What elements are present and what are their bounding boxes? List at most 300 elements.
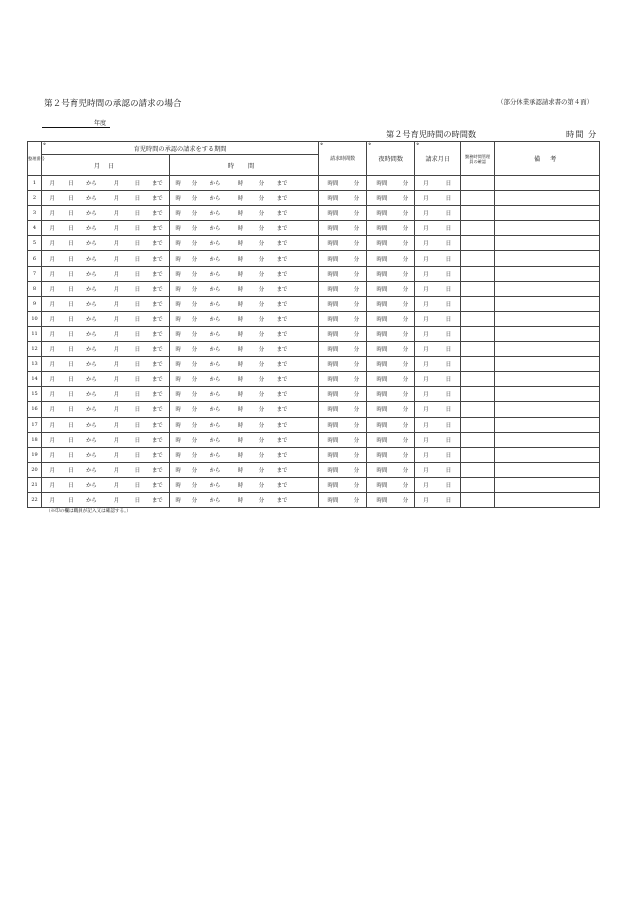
table-row [28, 221, 600, 236]
cell-month: 月 [42, 281, 63, 296]
cell-day: 日 [437, 251, 461, 266]
cell-from: から [203, 402, 228, 417]
cell-minute: 分 [397, 372, 415, 387]
cell-hours: 時間 [319, 221, 347, 236]
empty-cell [295, 176, 319, 191]
cell-minute: 分 [397, 326, 415, 341]
empty-cell [461, 326, 495, 341]
cell-until: まで [146, 342, 170, 357]
empty-cell [461, 417, 495, 432]
cell-hours: 時間 [319, 296, 347, 311]
cell-from: から [203, 221, 228, 236]
cell-day: 日 [130, 447, 146, 462]
cell-hours: 時間 [367, 296, 397, 311]
cell-minute: 分 [347, 417, 367, 432]
empty-cell [295, 492, 319, 507]
empty-cell [495, 402, 600, 417]
cell-hour: 時 [170, 357, 187, 372]
cell-from: から [203, 176, 228, 191]
cell-minute: 分 [254, 462, 270, 477]
cell-hour: 時 [170, 387, 187, 402]
cell-hour: 時 [228, 221, 254, 236]
cell-until: まで [270, 311, 295, 326]
cell-month: 月 [415, 251, 437, 266]
row-number: 10 [28, 311, 42, 326]
cell-minute: 分 [187, 387, 203, 402]
cell-day: 日 [63, 462, 80, 477]
cell-minute: 分 [397, 402, 415, 417]
cell-month: 月 [104, 357, 130, 372]
cell-day: 日 [437, 357, 461, 372]
cell-from: から [203, 432, 228, 447]
cell-month: 月 [104, 311, 130, 326]
empty-cell [461, 432, 495, 447]
table-row [28, 342, 600, 357]
row-number: 16 [28, 402, 42, 417]
cell-minute: 分 [187, 311, 203, 326]
cell-day: 日 [63, 296, 80, 311]
cell-minute: 分 [397, 417, 415, 432]
empty-cell [495, 462, 600, 477]
empty-cell [295, 191, 319, 206]
cell-hours: 時間 [319, 251, 347, 266]
cell-minute: 分 [347, 447, 367, 462]
cell-hour: 時 [170, 462, 187, 477]
total-hours-label: 第２号育児時間の時間数 [386, 129, 477, 139]
cell-hours: 時間 [319, 191, 347, 206]
header-night-hours: ※ 夜時間数 [367, 142, 415, 176]
cell-month: 月 [42, 477, 63, 492]
cell-month: 月 [104, 281, 130, 296]
cell-minute: 分 [397, 447, 415, 462]
cell-minute: 分 [187, 296, 203, 311]
cell-hours: 時間 [367, 387, 397, 402]
empty-cell [461, 372, 495, 387]
cell-minute: 分 [347, 206, 367, 221]
table-row [28, 266, 600, 281]
cell-minute: 分 [347, 477, 367, 492]
cell-minute: 分 [254, 492, 270, 507]
cell-hours: 時間 [319, 492, 347, 507]
cell-minute: 分 [254, 206, 270, 221]
cell-hour: 時 [170, 477, 187, 492]
cell-minute: 分 [347, 387, 367, 402]
row-number: 17 [28, 417, 42, 432]
cell-from: から [203, 342, 228, 357]
cell-hour: 時 [228, 387, 254, 402]
cell-until: まで [146, 432, 170, 447]
cell-minute: 分 [347, 326, 367, 341]
cell-minute: 分 [254, 417, 270, 432]
cell-hour: 時 [170, 236, 187, 251]
empty-cell [495, 266, 600, 281]
cell-hours: 時間 [367, 372, 397, 387]
cell-day: 日 [130, 326, 146, 341]
table-row [28, 326, 600, 341]
header-request-date: ※ 請求月日 [415, 142, 461, 176]
cell-from: から [80, 402, 104, 417]
cell-hour: 時 [228, 357, 254, 372]
cell-month: 月 [415, 296, 437, 311]
cell-until: まで [146, 326, 170, 341]
cell-day: 日 [130, 206, 146, 221]
cell-day: 日 [63, 342, 80, 357]
cell-month: 月 [104, 432, 130, 447]
table-row [28, 206, 600, 221]
cell-until: まで [270, 447, 295, 462]
cell-hours: 時間 [367, 477, 397, 492]
empty-cell [495, 206, 600, 221]
cell-hours: 時間 [319, 266, 347, 281]
header-confirm: 勤務時間管理員の確認 [461, 142, 495, 176]
cell-day: 日 [63, 281, 80, 296]
empty-cell [295, 402, 319, 417]
cell-hours: 時間 [319, 206, 347, 221]
total-hours-value: 時間 分 [566, 129, 598, 139]
cell-month: 月 [415, 191, 437, 206]
cell-hour: 時 [170, 206, 187, 221]
row-number: 20 [28, 462, 42, 477]
cell-month: 月 [415, 236, 437, 251]
cell-from: から [203, 357, 228, 372]
cell-hour: 時 [228, 447, 254, 462]
empty-cell [295, 251, 319, 266]
empty-cell [495, 447, 600, 462]
cell-hours: 時間 [319, 447, 347, 462]
cell-hours: 時間 [367, 311, 397, 326]
cell-month: 月 [104, 402, 130, 417]
cell-day: 日 [437, 477, 461, 492]
table-row [28, 176, 600, 191]
cell-day: 日 [437, 372, 461, 387]
cell-month: 月 [42, 447, 63, 462]
empty-cell [295, 326, 319, 341]
cell-hour: 時 [170, 266, 187, 281]
cell-minute: 分 [397, 432, 415, 447]
cell-until: まで [146, 251, 170, 266]
cell-month: 月 [415, 176, 437, 191]
cell-hour: 時 [170, 326, 187, 341]
cell-day: 日 [63, 191, 80, 206]
row-number: 8 [28, 281, 42, 296]
cell-day: 日 [63, 236, 80, 251]
empty-cell [295, 417, 319, 432]
cell-month: 月 [42, 342, 63, 357]
cell-minute: 分 [254, 326, 270, 341]
header-period: ※ 育児時間の承認の請求をする期間 [42, 142, 319, 155]
footnote: （※印の欄は職員が記入又は確認する。） [46, 509, 131, 514]
cell-from: から [203, 326, 228, 341]
cell-day: 日 [130, 417, 146, 432]
row-number: 19 [28, 447, 42, 462]
empty-cell [495, 296, 600, 311]
cell-hour: 時 [228, 342, 254, 357]
cell-minute: 分 [347, 462, 367, 477]
empty-cell [295, 462, 319, 477]
cell-minute: 分 [187, 492, 203, 507]
cell-minute: 分 [347, 492, 367, 507]
cell-hours: 時間 [367, 432, 397, 447]
empty-cell [295, 372, 319, 387]
cell-minute: 分 [187, 342, 203, 357]
cell-until: まで [146, 357, 170, 372]
cell-day: 日 [130, 251, 146, 266]
empty-cell [461, 342, 495, 357]
cell-hour: 時 [170, 176, 187, 191]
form-title: 第２号育児時間の承認の請求の場合 [44, 99, 182, 109]
cell-day: 日 [63, 251, 80, 266]
cell-hours: 時間 [319, 357, 347, 372]
cell-until: まで [270, 432, 295, 447]
cell-minute: 分 [347, 402, 367, 417]
cell-hours: 時間 [319, 281, 347, 296]
cell-month: 月 [415, 357, 437, 372]
cell-hour: 時 [170, 342, 187, 357]
cell-minute: 分 [187, 176, 203, 191]
empty-cell [461, 296, 495, 311]
cell-minute: 分 [254, 221, 270, 236]
cell-day: 日 [437, 342, 461, 357]
cell-hours: 時間 [367, 281, 397, 296]
cell-from: から [203, 296, 228, 311]
cell-month: 月 [42, 432, 63, 447]
cell-month: 月 [104, 477, 130, 492]
cell-hour: 時 [170, 402, 187, 417]
empty-cell [495, 492, 600, 507]
row-number: 11 [28, 326, 42, 341]
cell-month: 月 [415, 402, 437, 417]
cell-hours: 時間 [319, 462, 347, 477]
cell-until: まで [270, 266, 295, 281]
cell-month: 月 [104, 462, 130, 477]
cell-minute: 分 [254, 342, 270, 357]
table-row [28, 477, 600, 492]
cell-until: まで [146, 236, 170, 251]
cell-month: 月 [42, 176, 63, 191]
cell-from: から [80, 492, 104, 507]
empty-cell [461, 236, 495, 251]
cell-minute: 分 [187, 206, 203, 221]
cell-minute: 分 [347, 251, 367, 266]
cell-minute: 分 [254, 266, 270, 281]
cell-hour: 時 [228, 251, 254, 266]
cell-until: まで [270, 462, 295, 477]
empty-cell [461, 176, 495, 191]
cell-until: まで [146, 221, 170, 236]
cell-hours: 時間 [367, 326, 397, 341]
cell-until: まで [270, 176, 295, 191]
cell-hours: 時間 [319, 387, 347, 402]
table-row [28, 357, 600, 372]
cell-day: 日 [437, 311, 461, 326]
cell-until: まで [146, 477, 170, 492]
cell-month: 月 [104, 296, 130, 311]
cell-day: 日 [63, 477, 80, 492]
cell-until: まで [270, 296, 295, 311]
cell-from: から [80, 311, 104, 326]
row-number: 7 [28, 266, 42, 281]
cell-day: 日 [63, 176, 80, 191]
cell-from: から [80, 387, 104, 402]
cell-hour: 時 [170, 417, 187, 432]
cell-month: 月 [42, 296, 63, 311]
cell-until: まで [270, 372, 295, 387]
cell-minute: 分 [187, 462, 203, 477]
empty-cell [295, 447, 319, 462]
cell-hour: 時 [170, 221, 187, 236]
cell-month: 月 [415, 221, 437, 236]
cell-hour: 時 [228, 236, 254, 251]
cell-from: から [203, 281, 228, 296]
empty-cell [495, 191, 600, 206]
empty-cell [295, 281, 319, 296]
cell-hour: 時 [228, 311, 254, 326]
row-number: 5 [28, 236, 42, 251]
cell-from: から [80, 281, 104, 296]
cell-minute: 分 [187, 372, 203, 387]
row-number: 15 [28, 387, 42, 402]
header-serial: 整理番号 [28, 142, 42, 176]
cell-hours: 時間 [367, 266, 397, 281]
empty-cell [461, 492, 495, 507]
cell-until: まで [270, 281, 295, 296]
cell-from: から [80, 326, 104, 341]
empty-cell [495, 281, 600, 296]
cell-until: まで [270, 236, 295, 251]
cell-month: 月 [42, 311, 63, 326]
cell-from: から [80, 191, 104, 206]
empty-cell [461, 387, 495, 402]
cell-hour: 時 [170, 372, 187, 387]
cell-hour: 時 [228, 281, 254, 296]
cell-minute: 分 [347, 281, 367, 296]
cell-hour: 時 [170, 311, 187, 326]
cell-month: 月 [42, 417, 63, 432]
cell-minute: 分 [254, 447, 270, 462]
cell-hours: 時間 [367, 462, 397, 477]
cell-month: 月 [415, 432, 437, 447]
cell-month: 月 [42, 387, 63, 402]
cell-day: 日 [63, 447, 80, 462]
cell-day: 日 [437, 281, 461, 296]
cell-hour: 時 [228, 206, 254, 221]
cell-until: まで [146, 266, 170, 281]
cell-until: まで [146, 176, 170, 191]
empty-cell [295, 432, 319, 447]
cell-minute: 分 [397, 387, 415, 402]
cell-day: 日 [130, 492, 146, 507]
cell-month: 月 [42, 191, 63, 206]
cell-minute: 分 [187, 447, 203, 462]
row-number: 13 [28, 357, 42, 372]
cell-hour: 時 [228, 462, 254, 477]
table-row [28, 492, 600, 507]
cell-day: 日 [63, 206, 80, 221]
table-row [28, 462, 600, 477]
cell-until: まで [270, 417, 295, 432]
cell-minute: 分 [254, 387, 270, 402]
cell-from: から [80, 357, 104, 372]
cell-hours: 時間 [319, 417, 347, 432]
cell-hour: 時 [228, 176, 254, 191]
row-number: 12 [28, 342, 42, 357]
cell-hours: 時間 [319, 372, 347, 387]
cell-day: 日 [437, 326, 461, 341]
table-row [28, 432, 600, 447]
cell-minute: 分 [397, 492, 415, 507]
row-number: 9 [28, 296, 42, 311]
cell-from: から [80, 266, 104, 281]
cell-day: 日 [437, 462, 461, 477]
cell-minute: 分 [187, 402, 203, 417]
cell-minute: 分 [397, 236, 415, 251]
empty-cell [461, 357, 495, 372]
cell-month: 月 [42, 221, 63, 236]
cell-month: 月 [415, 447, 437, 462]
cell-minute: 分 [397, 176, 415, 191]
empty-cell [495, 221, 600, 236]
cell-hours: 時間 [319, 176, 347, 191]
table-row [28, 447, 600, 462]
cell-day: 日 [130, 221, 146, 236]
row-number: 3 [28, 206, 42, 221]
header-time: 時 間 [170, 155, 319, 176]
cell-month: 月 [104, 236, 130, 251]
cell-hours: 時間 [319, 402, 347, 417]
cell-from: から [203, 387, 228, 402]
cell-hours: 時間 [319, 432, 347, 447]
cell-hours: 時間 [367, 221, 397, 236]
cell-day: 日 [437, 492, 461, 507]
row-number: 18 [28, 432, 42, 447]
cell-month: 月 [104, 447, 130, 462]
cell-minute: 分 [397, 342, 415, 357]
cell-minute: 分 [397, 221, 415, 236]
table-row [28, 281, 600, 296]
cell-hour: 時 [228, 492, 254, 507]
cell-month: 月 [104, 417, 130, 432]
cell-day: 日 [63, 266, 80, 281]
cell-until: まで [270, 206, 295, 221]
cell-month: 月 [415, 281, 437, 296]
table-row [28, 417, 600, 432]
cell-minute: 分 [254, 281, 270, 296]
cell-month: 月 [42, 402, 63, 417]
cell-day: 日 [130, 372, 146, 387]
cell-month: 月 [104, 387, 130, 402]
cell-day: 日 [437, 432, 461, 447]
cell-month: 月 [104, 176, 130, 191]
cell-day: 日 [437, 191, 461, 206]
cell-minute: 分 [397, 266, 415, 281]
cell-hours: 時間 [367, 191, 397, 206]
cell-month: 月 [42, 357, 63, 372]
empty-cell [495, 357, 600, 372]
row-number: 4 [28, 221, 42, 236]
cell-from: から [203, 206, 228, 221]
cell-day: 日 [63, 417, 80, 432]
cell-minute: 分 [397, 296, 415, 311]
cell-day: 日 [437, 447, 461, 462]
cell-minute: 分 [347, 191, 367, 206]
empty-cell [295, 236, 319, 251]
cell-minute: 分 [397, 191, 415, 206]
cell-month: 月 [42, 462, 63, 477]
cell-from: から [80, 462, 104, 477]
cell-hours: 時間 [319, 311, 347, 326]
cell-month: 月 [104, 221, 130, 236]
cell-month: 月 [104, 342, 130, 357]
